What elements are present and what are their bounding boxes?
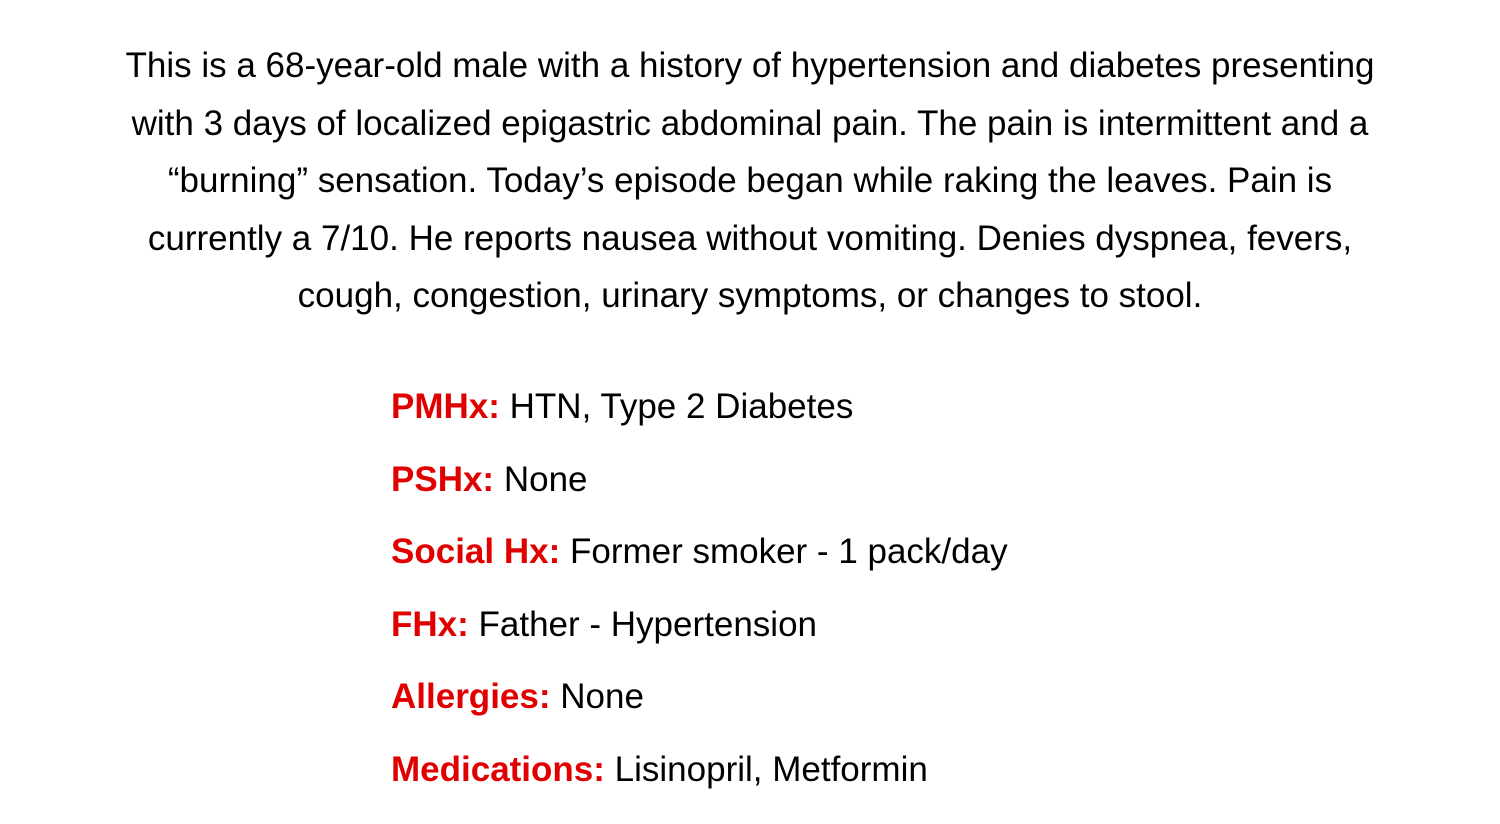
history-value: Father - Hypertension	[478, 604, 817, 644]
history-value: None	[503, 459, 588, 499]
history-of-present-illness	[0, 37, 1500, 325]
history-value: None	[560, 677, 644, 717]
history-item-pshx	[391, 453, 1008, 526]
history-item-allergies	[391, 670, 1008, 743]
hpi-line: cough, congestion, urinary symptoms, or changes to stool.	[297, 276, 1203, 315]
history-label: Medications:	[391, 749, 605, 789]
history-value: Lisinopril, Metformin	[614, 749, 928, 789]
history-item-medications	[391, 743, 1008, 816]
history-item-fhx	[391, 598, 1008, 671]
history-item-pmhx	[391, 380, 1008, 453]
hpi-line: with 3 days of localized epigastric abdominal pain. The pain is intermittent and a	[131, 103, 1369, 143]
history-value: Former smoker - 1 pack/day	[569, 532, 1008, 572]
history-label: PMHx:	[391, 387, 500, 426]
history-label: Social Hx:	[391, 532, 561, 572]
hpi-line: “burning” sensation. Today’s episode began while raking the leaves. Pain is	[167, 161, 1333, 200]
history-item-social-hx	[391, 525, 1008, 598]
history-label: PSHx:	[391, 459, 495, 499]
history-label: Allergies:	[391, 677, 551, 717]
patient-history-list	[391, 380, 1008, 816]
history-value: HTN, Type 2 Diabetes	[509, 387, 854, 426]
hpi-line: This is a 68-year-old male with a history of hypertension and diabetes presenting	[125, 46, 1375, 85]
hpi-line: currently a 7/10. He reports nausea without vomiting. Denies dyspnea, fevers,	[147, 218, 1353, 258]
history-label: FHx:	[391, 604, 469, 644]
